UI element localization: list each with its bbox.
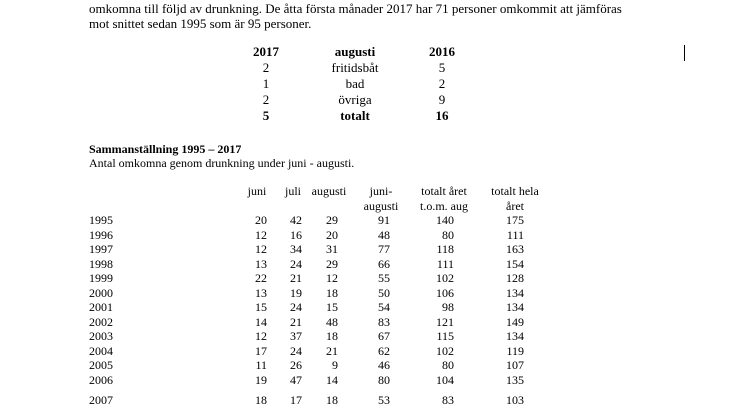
header-augusti: augusti [311, 184, 347, 198]
comparison-header-row [232, 44, 474, 60]
cell-total-year: 154 [506, 256, 524, 271]
table-row [89, 300, 609, 314]
cell-total-year: 103 [506, 393, 524, 407]
intro-line-2: mot snittet sedan 1995 som är 95 personer. [89, 16, 312, 31]
cell-juli: 26 [290, 358, 302, 372]
comparison-header-month: augusti [334, 44, 376, 59]
table-row [89, 315, 609, 329]
table-row [89, 358, 609, 372]
cell-juni-augusti: 80 [378, 372, 390, 387]
header-total-to-aug-line2: t.o.m. aug [420, 199, 468, 213]
cell-juli: 17 [290, 393, 302, 407]
cell-total-year: 134 [506, 285, 524, 300]
comparison-total-label: totalt [340, 108, 370, 123]
cell-augusti: 9 [332, 358, 338, 372]
comparison-value-2016: 2 [438, 76, 446, 91]
cell-total-to-aug: 80 [442, 358, 454, 372]
comparison-row [232, 76, 474, 92]
cell-juni-augusti: 67 [378, 329, 390, 343]
header-total-to-aug-line1: totalt året [421, 184, 467, 198]
cell-juli: 16 [290, 227, 302, 242]
cell-total-to-aug: 98 [442, 300, 454, 314]
cell-year: 2007 [89, 393, 113, 407]
summary-title: Sammanställning 1995 – 2017 [89, 142, 242, 156]
cell-juni: 19 [255, 372, 267, 387]
cell-year: 1997 [89, 242, 113, 256]
cell-year: 2000 [89, 285, 113, 300]
table-row [89, 286, 609, 300]
cell-augusti: 18 [326, 393, 338, 407]
cell-juni: 14 [255, 314, 267, 329]
table-row [89, 257, 609, 271]
header-juli: juli [284, 184, 301, 198]
comparison-table [232, 44, 474, 124]
cell-juni-augusti: 77 [378, 242, 390, 256]
comparison-value-2017: 1 [262, 76, 270, 91]
table-row [89, 242, 609, 256]
comparison-total-2017: 5 [262, 108, 270, 123]
header-total-year-line1: totalt hela [491, 184, 539, 198]
cell-juni-augusti: 54 [378, 300, 390, 314]
comparison-value-2016: 9 [438, 92, 446, 107]
cell-total-to-aug: 104 [436, 372, 454, 387]
cell-year: 2002 [89, 314, 113, 329]
cell-year: 1999 [89, 271, 113, 285]
cell-juli: 37 [290, 329, 302, 343]
header-juni-augusti-line1: juni- [369, 184, 393, 198]
cell-juni: 13 [255, 285, 267, 300]
cell-total-year: 107 [506, 358, 524, 372]
cell-total-to-aug: 115 [436, 329, 454, 343]
cell-juni: 20 [255, 213, 267, 227]
comparison-value-2016: 5 [438, 60, 446, 75]
cell-total-to-aug: 140 [436, 213, 454, 227]
table-row [89, 393, 609, 407]
cell-total-to-aug: 102 [436, 343, 454, 358]
comparison-header-2017: 2017 [253, 44, 279, 59]
cell-augusti: 21 [326, 343, 338, 358]
header-juni-augusti-line2: augusti [363, 199, 399, 213]
table-row [89, 344, 609, 358]
table-row [89, 329, 609, 343]
cell-year: 1996 [89, 227, 113, 242]
cell-total-year: 128 [506, 271, 524, 285]
cell-juli: 47 [290, 372, 302, 387]
comparison-category: bad [345, 76, 365, 91]
table-row [89, 373, 609, 387]
cell-augusti: 29 [326, 213, 338, 227]
cell-total-year: 134 [506, 329, 524, 343]
cell-juni: 12 [255, 329, 267, 343]
cell-total-year: 149 [506, 314, 524, 329]
cell-augusti: 15 [326, 300, 338, 314]
cell-juni-augusti: 83 [378, 314, 390, 329]
cell-juni: 18 [255, 393, 267, 407]
cell-juli: 34 [290, 242, 302, 256]
comparison-header-2016: 2016 [429, 44, 455, 59]
cell-year: 2001 [89, 300, 113, 314]
cell-total-to-aug: 102 [436, 271, 454, 285]
header-juni: juni [247, 184, 267, 198]
cell-year: 1995 [89, 213, 113, 227]
intro-line-1: omkomna till följd av drunkning. De åtta första månader 2017 har 71 personer omkommit att jämföras [89, 1, 622, 16]
cell-juni: 13 [255, 256, 267, 271]
table-row [89, 271, 609, 285]
cell-total-year: 175 [506, 213, 524, 227]
cell-juni: 15 [255, 300, 267, 314]
cell-augusti: 31 [326, 242, 338, 256]
table-row [89, 228, 609, 242]
cell-augusti: 14 [326, 372, 338, 387]
comparison-value-2017: 2 [262, 92, 270, 107]
cell-year: 2005 [89, 358, 113, 372]
cell-total-to-aug: 118 [436, 242, 454, 256]
cell-juni: 22 [255, 271, 267, 285]
cell-juni-augusti: 50 [378, 285, 390, 300]
cell-juli: 24 [290, 300, 302, 314]
cell-year: 2004 [89, 343, 113, 358]
cell-juli: 19 [290, 285, 302, 300]
cell-juli: 24 [290, 256, 302, 271]
cell-total-year: 111 [506, 227, 524, 242]
cell-juni-augusti: 55 [378, 271, 390, 285]
header-total-year-line2: året [506, 199, 524, 213]
cell-juni-augusti: 53 [378, 393, 390, 407]
comparison-value-2017: 2 [262, 60, 270, 75]
comparison-category: fritidsbåt [331, 60, 379, 75]
cell-total-year: 119 [506, 343, 524, 358]
cell-augusti: 18 [326, 285, 338, 300]
comparison-total-2016: 16 [435, 108, 449, 123]
cell-total-to-aug: 121 [436, 314, 454, 329]
comparison-row [232, 60, 474, 76]
cell-year: 2006 [89, 372, 113, 387]
table-row [89, 213, 609, 227]
comparison-category: övriga [338, 92, 372, 107]
cell-augusti: 20 [326, 227, 338, 242]
cell-total-year: 163 [506, 242, 524, 256]
cell-total-year: 134 [506, 300, 524, 314]
cell-juni-augusti: 46 [378, 358, 390, 372]
cell-juni: 17 [255, 343, 267, 358]
cell-juli: 42 [290, 213, 302, 227]
text-cursor [684, 45, 685, 61]
cell-year: 2003 [89, 329, 113, 343]
cell-augusti: 18 [326, 329, 338, 343]
cell-juni-augusti: 48 [378, 227, 390, 242]
cell-year: 1998 [89, 256, 113, 271]
cell-juni: 11 [255, 358, 267, 372]
cell-juni: 12 [255, 242, 267, 256]
cell-juli: 21 [290, 314, 302, 329]
cell-juni: 12 [255, 227, 267, 242]
cell-augusti: 29 [326, 256, 338, 271]
cell-juli: 21 [290, 271, 302, 285]
cell-augusti: 48 [326, 314, 338, 329]
cell-total-to-aug: 111 [436, 256, 454, 271]
cell-total-to-aug: 80 [442, 227, 454, 242]
summary-subtitle: Antal omkomna genom drunkning under juni - augusti. [89, 156, 355, 170]
cell-juni-augusti: 62 [378, 343, 390, 358]
cell-juli: 24 [290, 343, 302, 358]
cell-total-to-aug: 83 [442, 393, 454, 407]
cell-total-year: 135 [506, 372, 524, 387]
cell-total-to-aug: 106 [436, 285, 454, 300]
comparison-total-row [232, 108, 474, 124]
cell-juni-augusti: 91 [378, 213, 390, 227]
cell-juni-augusti: 66 [378, 256, 390, 271]
comparison-row [232, 92, 474, 108]
cell-augusti: 12 [326, 271, 338, 285]
